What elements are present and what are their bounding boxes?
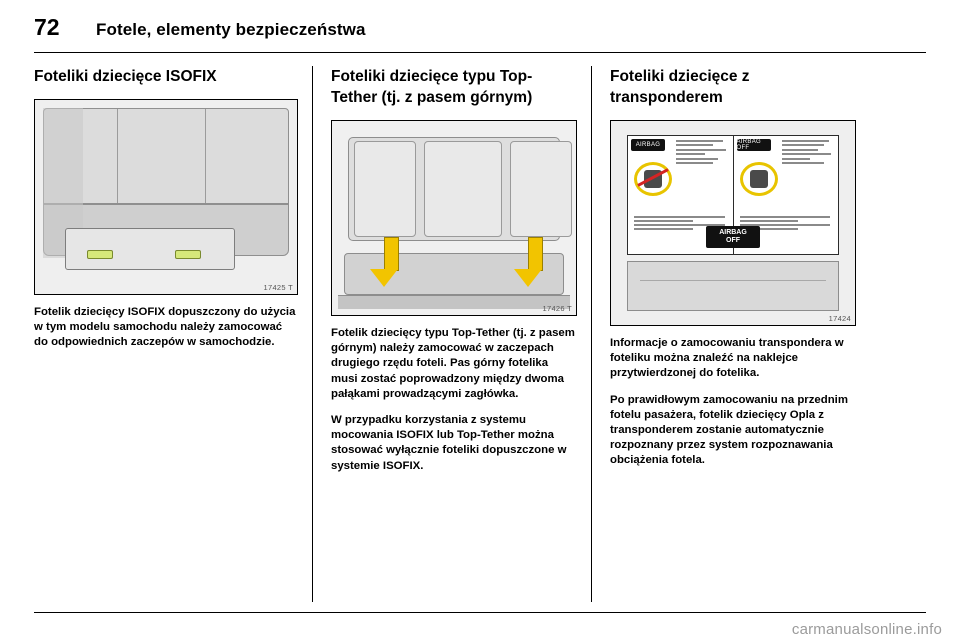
column-isofix xyxy=(34,66,312,602)
paragraph-transponder-1: Informacje o zamocowaniu transpondera w foteliku można znaleźć na naklejce przytwierdzonej do fotelika. xyxy=(610,337,844,380)
paragraph-isofix-1: Fotelik dziecięcy ISOFIX dopuszczony do użycia w tym modelu samochodu należy zamocować do odpowiednich zaczepów w samochodzie. xyxy=(34,306,296,349)
page-header xyxy=(34,14,926,54)
page-number: 72 xyxy=(34,14,60,40)
column-top-tether xyxy=(313,66,591,602)
airbag-off-line1: AIRBAG xyxy=(719,229,747,236)
column-transponder xyxy=(592,66,870,602)
isofix-anchor-right-icon xyxy=(175,250,201,259)
seat-segment-left xyxy=(354,141,416,237)
site-watermark: carmanualsonline.info xyxy=(791,621,942,638)
child-seat-prohibited-icon xyxy=(634,162,672,196)
sun-visor-shape xyxy=(627,261,839,311)
page-footer xyxy=(0,612,960,642)
content-columns xyxy=(34,66,926,602)
airbag-off-line2: OFF xyxy=(726,237,740,244)
page-title: Fotele, elementy bezpieczeństwa xyxy=(96,20,366,39)
figure-code-transponder: 17424 xyxy=(828,314,851,323)
section-title-top-tether: Foteliki dziecięce typu Top-Tether (tj. z pasem górnym) xyxy=(331,68,533,106)
airbag-off-indicator xyxy=(706,226,760,248)
section-title-transponder: Foteliki dziecięce z transponderem xyxy=(610,68,750,106)
figure-airbag-label xyxy=(610,120,856,326)
header-divider xyxy=(34,52,926,53)
airbag-badge-right: AIRBAG OFF xyxy=(737,139,771,151)
paragraph-top-tether-2: W przypadku korzystania z systemu mocowania ISOFIX lub Top-Tether można stosować wyłącznie foteliki dopuszczone w systemie ISOFIX. xyxy=(331,414,567,472)
paragraph-transponder-2: Po prawidłowym zamocowaniu na przednim fotelu pasażera, fotelik dziecięcy Opla z transponderem zostanie automatycznie rozpoznany przez system rozpoznawania obciążenia fotela. xyxy=(610,393,848,467)
section-title-isofix: Foteliki dziecięce ISOFIX xyxy=(34,68,217,85)
seat-segment-center xyxy=(424,141,502,237)
figure-top-tether-seat xyxy=(331,120,577,316)
isofix-bracket-shape xyxy=(65,228,235,270)
child-seat-allowed-icon xyxy=(740,162,778,196)
figure-isofix-seat xyxy=(34,99,298,295)
footer-divider xyxy=(34,612,926,613)
figure-code-top-tether: 17426 T xyxy=(542,304,572,313)
paragraph-top-tether-1: Fotelik dziecięcy typu Top-Tether (tj. z pasem górnym) należy zamocować w zaczepach drugiego rzędu foteli. Pas górny fotelika musi zostać poprowadzony między dwoma pałąkami prowadzącymi zagłówka. xyxy=(331,327,575,400)
airbag-warning-label xyxy=(627,135,839,255)
seat-segment-right xyxy=(510,141,572,237)
isofix-anchor-left-icon xyxy=(87,250,113,259)
figure-code-isofix: 17425 T xyxy=(263,283,293,292)
airbag-badge-left: AIRBAG xyxy=(631,139,665,151)
